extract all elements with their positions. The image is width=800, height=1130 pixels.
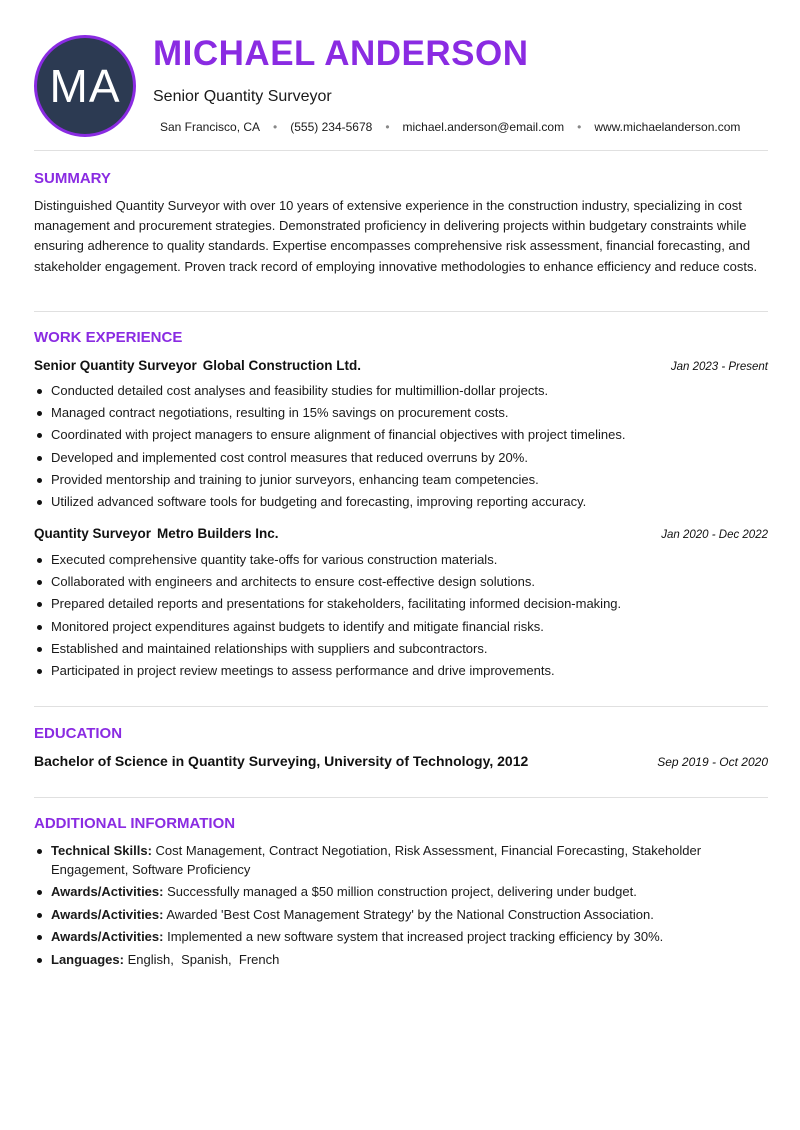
- job-role-line: [34, 526, 279, 541]
- item-text: Cost Management, Contract Negotiation, Risk Assessment, Financial Forecasting, Stakeholder Engagement, Software Proficiency: [51, 843, 702, 877]
- divider: [34, 706, 768, 707]
- education-entry: [34, 753, 768, 769]
- job-company: Global Construction Ltd.: [202, 358, 362, 373]
- job-dates: Jan 2023 - Present: [670, 361, 768, 373]
- separator-dot-icon: •: [577, 120, 582, 134]
- item-label: Awards/Activities:: [51, 929, 164, 944]
- job-header: [34, 358, 768, 373]
- divider: [34, 150, 768, 151]
- item-text: Awarded 'Best Cost Management Strategy' by the National Construction Association.: [166, 906, 654, 922]
- item-label: Awards/Activities:: [51, 906, 164, 922]
- item-label: Awards/Activities:: [51, 884, 164, 899]
- phone-text: (555) 234-5678: [290, 120, 373, 134]
- contact-line: [160, 120, 740, 134]
- summary-heading: SUMMARY: [34, 170, 111, 187]
- avatar: [34, 35, 136, 137]
- list-item: Developed and implemented cost control measures that reduced overruns by 20%.: [34, 447, 768, 469]
- job-role-line: [34, 358, 361, 373]
- list-item: Established and maintained relationships with suppliers and subcontractors.: [34, 638, 768, 660]
- list-item: [34, 906, 734, 925]
- education-heading: EDUCATION: [34, 725, 123, 742]
- education-dates: Sep 2019 - Oct 2020: [657, 755, 768, 769]
- job-bullet-list: [34, 549, 768, 682]
- work-experience-heading: WORK EXPERIENCE: [34, 329, 183, 346]
- website-link[interactable]: www.michaelanderson.com: [594, 120, 741, 134]
- item-text: Successfully managed a $50 million construction project, delivering under budget.: [167, 884, 637, 899]
- list-item: Provided mentorship and training to junior surveyors, enhancing team competencies.: [34, 469, 768, 491]
- list-item: [34, 842, 734, 879]
- job-bullet-list: [34, 380, 768, 513]
- avatar-initials: MA: [49, 60, 121, 112]
- item-label: Languages:: [51, 951, 124, 967]
- list-item: Participated in project review meetings to assess performance and drive improvements.: [34, 660, 768, 682]
- job-role: Senior Quantity Surveyor: [34, 358, 197, 373]
- job-title-heading: Senior Quantity Surveyor: [153, 88, 332, 105]
- list-item: [34, 883, 734, 902]
- job-role: Quantity Surveyor: [34, 526, 152, 541]
- location-text: San Francisco, CA: [160, 120, 261, 134]
- education-degree: Bachelor of Science in Quantity Surveying, University of Technology, 2012: [34, 753, 529, 769]
- list-item: Monitored project expenditures against budgets to identify and mitigate financial risks.: [34, 616, 768, 638]
- candidate-name: MICHAEL ANDERSON: [153, 34, 529, 73]
- separator-dot-icon: •: [385, 120, 390, 134]
- list-item: [34, 951, 734, 970]
- list-item: Utilized advanced software tools for budgeting and forecasting, improving reporting accuracy.: [34, 491, 768, 513]
- divider: [34, 797, 768, 798]
- list-item: Managed contract negotiations, resulting in 15% savings on procurement costs.: [34, 402, 768, 424]
- item-text: English, Spanish, French: [127, 951, 280, 967]
- list-item: [34, 928, 734, 947]
- divider: [34, 311, 768, 312]
- list-item: Coordinated with project managers to ensure alignment of financial objectives with project timelines.: [34, 424, 768, 446]
- summary-text: Distinguished Quantity Surveyor with over 10 years of extensive experience in the construction industry, specializing in cost management and procurement strategies. Demonstrated proficiency in delivering projects within budgetary constraints while ensuring adherence to quality standards. Expertise encompasses comprehensive risk assessment, financial forecasting, and stakeholder engagement. Proven track record of employing innovative methodologies to enhance efficiency and reduce costs.: [34, 198, 758, 274]
- list-item: Collaborated with engineers and architects to ensure cost-effective design solutions.: [34, 571, 768, 593]
- list-item: Prepared detailed reports and presentations for stakeholders, facilitating informed decision-making.: [34, 593, 768, 615]
- job-header: [34, 526, 768, 541]
- additional-info-heading: ADDITIONAL INFORMATION: [34, 815, 236, 832]
- job-company: Metro Builders Inc.: [157, 526, 279, 541]
- list-item: Executed comprehensive quantity take-offs for various construction materials.: [34, 549, 768, 571]
- item-text: Implemented a new software system that increased project tracking efficiency by 30%.: [167, 929, 664, 944]
- list-item: Conducted detailed cost analyses and feasibility studies for multimillion-dollar projects.: [34, 380, 768, 402]
- separator-dot-icon: •: [273, 120, 278, 134]
- job-dates: Jan 2020 - Dec 2022: [661, 529, 768, 541]
- email-link[interactable]: michael.anderson@email.com: [402, 120, 565, 134]
- additional-info-list: [34, 842, 734, 973]
- item-label: Technical Skills:: [51, 843, 152, 858]
